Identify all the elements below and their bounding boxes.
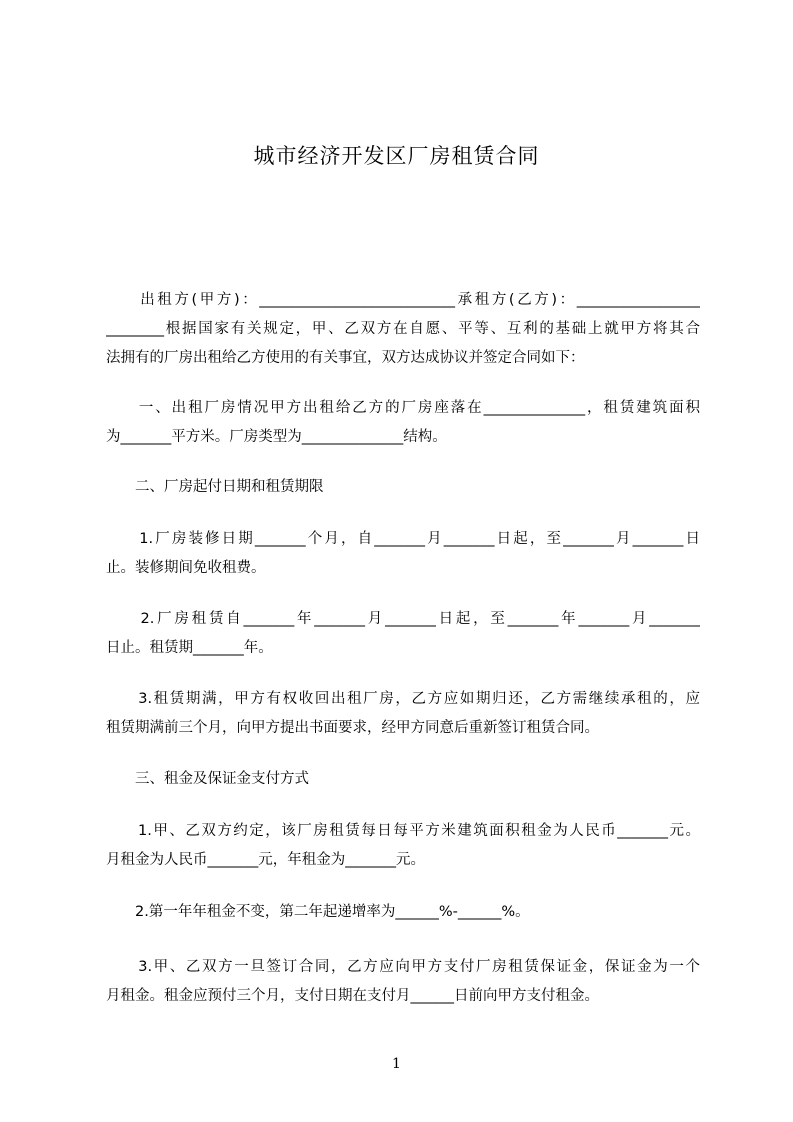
- paragraph-section-2-item-2: [106, 605, 700, 663]
- text-line: 为_______平方米。厂房类型为______________结构。: [106, 429, 447, 445]
- paragraph-section-2-item-3: [106, 685, 700, 743]
- text-line: 月租金为人民币_______元，年租金为_______元。: [106, 852, 425, 868]
- text-line: 2.第一年年租金不变，第二年起递增率为______%-______%。: [106, 904, 530, 920]
- paragraph-section-1: [106, 394, 700, 452]
- page-number: 1: [392, 1056, 401, 1072]
- text-line: 二、厂房起付日期和租赁期限: [106, 479, 324, 495]
- document-title: 城市经济开发区厂房租赁合同: [253, 144, 540, 168]
- section-3-heading: [106, 765, 700, 794]
- text-line: 止。装修期间免收租费。: [106, 560, 266, 576]
- text-line: 1.甲、乙双方约定，该厂房租赁每日每平方米建筑面积租金为人民币_______元。: [106, 823, 700, 839]
- text-line: 租赁期满前三个月，向甲方提出书面要求，经甲方同意后重新签订租赁合同。: [106, 720, 599, 736]
- paragraph-parties: [106, 286, 700, 373]
- paragraph-section-3-item-1: [106, 817, 700, 875]
- text-line: 一、出租厂房情况甲方出租给乙方的厂房座落在______________，租赁建筑面积: [106, 400, 700, 416]
- text-line: ________根据国家有关规定，甲、乙双方在自愿、平等、互利的基础上就甲方将其合: [106, 321, 700, 337]
- section-2-heading: [106, 473, 700, 502]
- text-line: 2.厂房租赁自_______年_______月_______日起，至_______年_______月_______: [106, 611, 700, 627]
- text-line: 3.甲、乙双方一旦签订合同，乙方应向甲方支付厂房租赁保证金，保证金为一个: [106, 959, 700, 975]
- text-line: 出租方(甲方)：___________________________承租方(乙方)：_________________: [106, 292, 700, 308]
- text-line: 日止。租赁期_______年。: [106, 640, 273, 656]
- text-line: 法拥有的厂房出租给乙方使用的有关事宜，双方达成协议并签定合同如下：: [106, 350, 585, 366]
- paragraph-section-2-item-1: [106, 525, 700, 583]
- text-line: 三、租金及保证金支付方式: [106, 771, 309, 787]
- text-line: 月租金。租金应预付三个月，支付日期在支付月______日前向甲方支付租金。: [106, 988, 599, 1004]
- paragraph-section-3-item-3: [106, 953, 700, 1011]
- paragraph-section-3-item-2: [106, 898, 700, 927]
- text-line: 3.租赁期满，甲方有权收回出租厂房，乙方应如期归还，乙方需继续承租的，应: [106, 691, 700, 707]
- text-line: 1.厂房装修日期_______个月，自_______月_______日起，至_______月_______日: [106, 531, 700, 547]
